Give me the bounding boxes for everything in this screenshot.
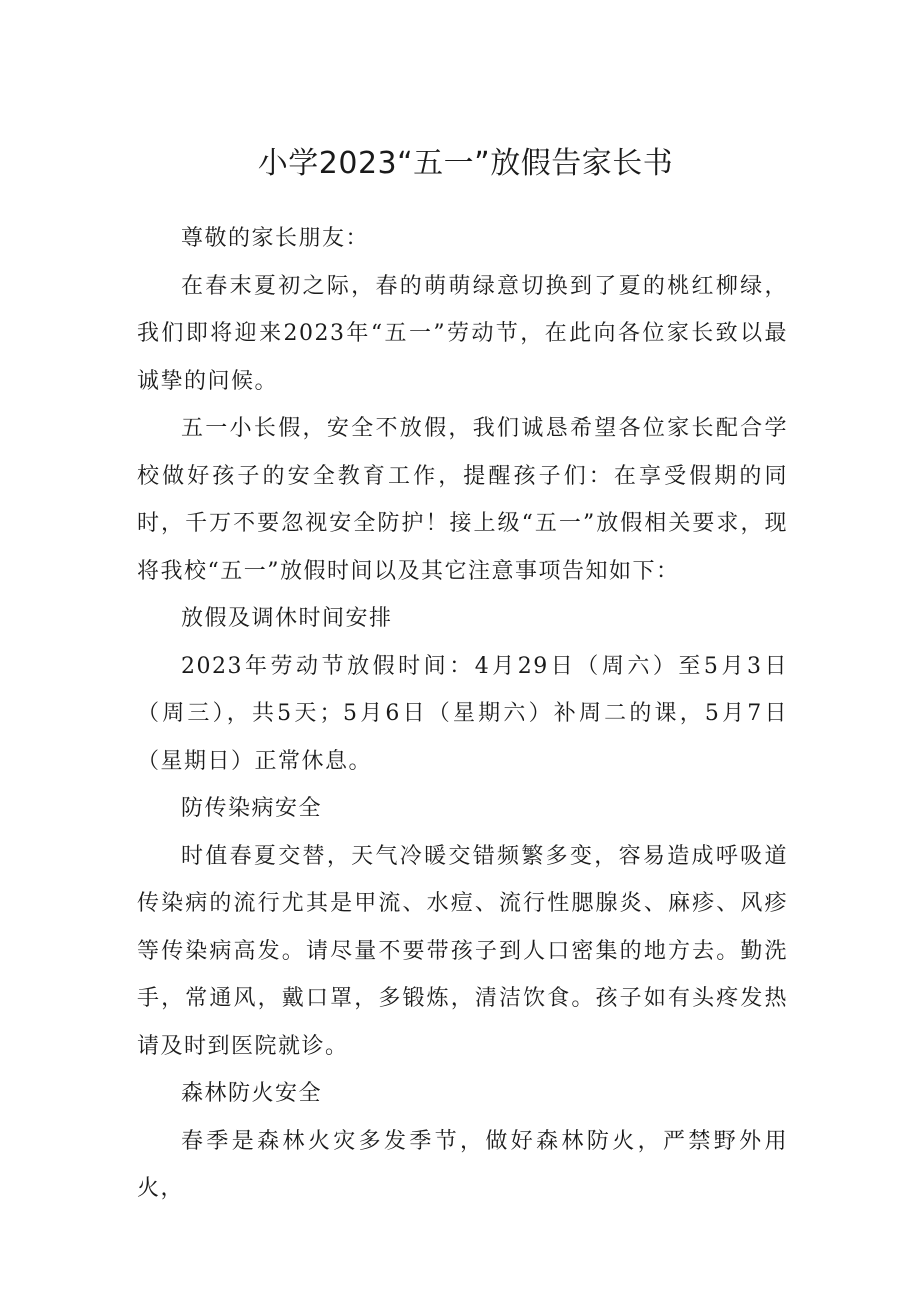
document-title: 小学2023“五一”放假告家长书	[257, 146, 674, 181]
section-heading-disease-safety: 防传染病安全	[181, 796, 323, 821]
salutation: 尊敬的家长朋友：	[181, 226, 370, 251]
disease-safety-paragraph: 时值春夏交替，天气冷暖交错频繁多变，容易造成呼吸道传染病的流行尤其是甲流、水痘、流行性腮腺炎、麻疹、风疹等传染病高发。请尽量不要带孩子到人口密集的地方去。勤洗手，常通风，戴口罩，多锻炼，清洁饮食。孩子如有头疼发热请及时到医院就诊。	[137, 843, 788, 1059]
section-heading-holiday-schedule: 放假及调休时间安排	[181, 606, 393, 631]
document-body	[137, 215, 788, 1213]
fire-safety-paragraph: 春季是森林火灾多发季节，做好森林防火，严禁野外用火，	[137, 1128, 788, 1201]
section-heading-fire-safety: 森林防火安全	[181, 1081, 323, 1106]
intro-paragraph: 在春末夏初之际，春的萌萌绿意切换到了夏的桃红柳绿，我们即将迎来2023年“五一”劳动节，在此向各位家长致以最诚挚的问候。	[137, 273, 788, 394]
safety-notice-paragraph: 五一小长假，安全不放假，我们诚恳希望各位家长配合学校做好孩子的安全教育工作，提醒孩子们：在享受假期的同时，千万不要忽视安全防护！接上级“五一”放假相关要求，现将我校“五一”放假时间以及其它注意事项告知如下：	[137, 416, 788, 584]
holiday-schedule-paragraph: 2023年劳动节放假时间：4月29日（周六）至5月3日（周三），共5天；5月6日（星期六）补周二的课，5月7日（星期日）正常休息。	[137, 653, 788, 774]
